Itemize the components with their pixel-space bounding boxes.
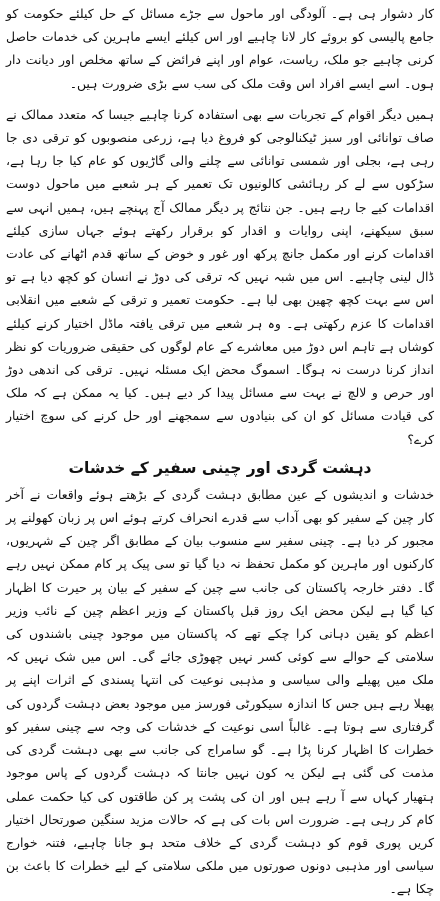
article-paragraph-smog-policy: کار دشوار ہی ہے۔ آلودگی اور ماحول سے جڑے مسائل کے حل کیلئے حکومت کو جامع پالیسی کو بروئے کار لانا چاہیے اور اس کیلئے ایسے ماہرین کی خدمات حاصل کرنی چاہیے جو ملک، ریاست، عوام اور اپنے فرائض کے ساتھ مخلص اور دیانت دار ہوں۔ اسے ایسے افراد اس وقت ملک کی سب سے بڑی ضرورت ہیں۔ [6, 6, 434, 91]
article-paragraph-terrorism: خدشات و اندیشوں کے عین مطابق دہشت گردی کے بڑھتے ہوئے واقعات نے آخر کار چین کے سفیر کو بھی آداب سے قدرے انحراف کرتے ہوئے اس پر زبان کھولنے پر مجبور کر دیا ہے۔ چینی سفیر سے منسوب بیان کے مطابق اگر چین کے شہریوں، کارکنوں اور ماہرین کو مکمل تحفظ نہ دیا گیا تو سی پیک پر کام ممکن نہیں رہے گا۔ دفتر خارجہ پاکستان کی جانب سے چین کے سفیر کے بیان پر حیرت کا اظہار کیا گیا ہے لیکن محض ایک روز قبل پاکستان کے وزیر اعظم چین کے نائب وزیر اعظم کو یقین دہانی کرا چکے تھے کہ پاکستان میں موجود چینی باشندوں کی سلامتی کے حوالے سے کوئی کسر نہیں چھوڑی جائے گی۔ اس میں شک نہیں کہ ملک میں پھیلے والی سیاسی و مذہبی نوعیت کی انتہا پسندی کے اثرات اپنے پر پھیلا رہے ہیں جس کا اندازہ سیکورٹی فورسز میں موجود بعض دہشت گردوں کی گرفتاری سے ہوتا ہے۔ غالباً اسی نوعیت کے خدشات کی وجہ سے چینی سفیر کو خطرات کا اظہار کرنا پڑا ہے۔ گو سامراج کی جانب سے بھی دہشت گردی کی مذمت کی گئی ہے لیکن یہ کون نہیں جانتا کہ دہشت گردوں کے پاس موجود ہتھیار کہاں سے آ رہے ہیں اور ان کی پشت پر کن طاقتوں کی کیا حکمت عملی کام کر رہی ہے۔ ضرورت اس بات کی ہے کہ حالات مزید سنگین صورتحال اختیار کریں پوری قوم کو دہشت گردی کے خلاف متحد ہو جانا چاہیے، فتنہ خوارج سیاسی اور مذہبی دونوں صورتوں میں ملکی سلامتی کے لیے خطرات کا باعث بن چکا ہے۔ [6, 486, 434, 897]
section-heading: دہشت گردی اور چینی سفیر کے خدشات [68, 458, 372, 477]
article-paragraph-green-development: ہمیں دیگر اقوام کے تجربات سے بھی استفادہ کرنا چاہیے جیسا کہ متعدد ممالک نے صاف توانائی اور سبز ٹیکنالوجی کو فروغ دیا ہے، زرعی منصوبوں کو ترقی دی جا رہی ہے، بجلی اور شمسی توانائی سے چلنے والی گاڑیوں کو عام کیا جا رہا ہے، سڑکوں سے لے کر رہائشی کالونیوں تک تعمیر کے ہر شعبے میں ماحول دوست اقدامات کیے جا رہے ہیں۔ جن نتائج پر دیگر ممالک آج پہنچے ہیں، ہمیں انہی سے سبق سیکھنے، اپنی روایات و اقدار کو برقرار رکھتے ہوئے جہاں سازی کیلئے اقدامات کرنے اور مکمل جانچ پرکھ اور غور و خوض کے ساتھ قدم اٹھانے کی عادت ڈال لینی چاہیے۔ اس میں شبہ نہیں کہ ترقی کی دوڑ نے انسان کو کچھ دیا ہے تو اس سے بہت کچھ چھین بھی لیا ہے۔ حکومت تعمیر و ترقی کے شعبے میں انقلابی اقدامات کا عزم رکھتی ہے۔ وہ ہر شعبے میں ترقی یافتہ ماڈل اختیار کرنے کیلئے کوشاں ہے تاہم اس دوڑ میں معاشرے کے عام لوگوں کی حقیقی ضروریات کو نظر انداز کرنا درست نہ ہوگا۔ اسموگ محض ایک مسئلہ نہیں۔ ترقی کی اندھی دوڑ اور حرص و لالچ نے بہت سے مسائل پیدا کر دیے ہیں۔ کیا یہ ممکن ہے کہ ملک کی قیادت مسائل کو ان کی بنیادوں سے سمجھنے اور حل کرنے کی سوچ اختیار کرے؟ [6, 106, 434, 447]
